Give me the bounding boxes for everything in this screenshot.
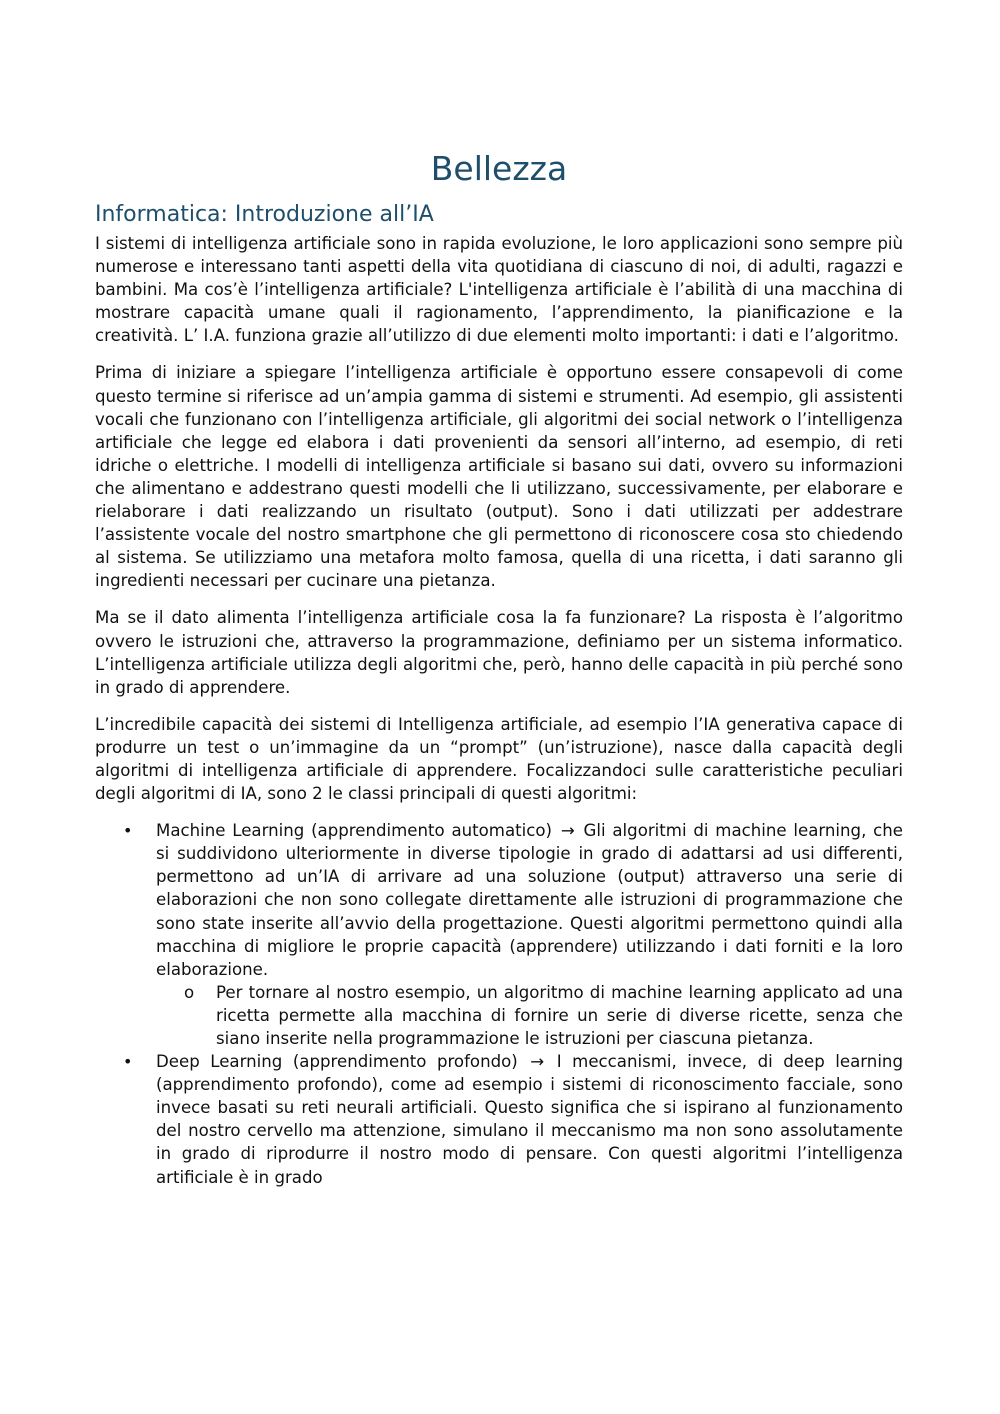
section-heading: Informatica: Introduzione all’IA [95,202,434,227]
bullet-text: I meccanismi, invece, di deep learning (apprendimento profondo), come ad esempio i sistemi di riconoscimento facciale, sono invece basati su reti neurali artificiali. Questo significa che si ispirano al funzionamento del nostro cervello ma attenzione, simulano il meccanismo ma non sono assolutamente in grado di riprodurre il nostro modo di pensare. Con questi algoritmi l’intelligenza artificiale è in grado [156,1052,903,1187]
paragraph-classes: L’incredibile capacità dei sistemi di Intelligenza artificiale, ad esempio l’IA generativa capace di produrre un test o un’immagine da un “prompt” (un’istruzione), nasce dalla capacità degli algoritmi di intelligenza artificiale di apprendere. Focalizzandoci sulle caratteristiche peculiari degli algoritmi di IA, sono 2 le classi principali di questi algoritmi: [95,714,903,804]
list-item-deep-learning [95,1050,903,1189]
sub-bullet-icon: o [184,982,195,1002]
bullet-lead: Deep Learning (apprendimento profondo) [156,1052,518,1072]
bullet-lead: Machine Learning (apprendimento automatico) [156,821,553,841]
paragraph-data: Prima di iniziare a spiegare l’intelligenza artificiale è opportuno essere consapevoli di come questo termine si riferisce ad un’ampia gamma di sistemi e strumenti. Ad esempio, gli assistenti vocali che funzionano con l’intelligenza artificiale, gli algoritmi dei social network o l’intelligenza artificiale che legge ed elabora i dati provenienti da sensori all’interno, ad esempio, di reti idriche o elettriche. I modelli di intelligenza artificiale si basano sui dati, ovvero su informazioni che alimentano e addestrano questi modelli che li utilizzano, successivamente, per elaborare e rielaborare i dati realizzando un risultato (output). Sono i dati utilizzati per addestrare l’assistente vocale del nostro smartphone che gli permettono di riconoscere cosa sto chiedendo al sistema. Se utilizziamo una metafora molto famosa, quella di una ricetta, i dati saranno gli ingredienti necessari per cucinare una pietanza. [95,363,903,591]
paragraph-algorithm: Ma se il dato alimenta l’intelligenza artificiale cosa la fa funzionare? La risposta è l’algoritmo ovvero le istruzioni che, attraverso la programmazione, definiamo per un sistema informatico. L’intelligenza artificiale utilizza degli algoritmi che, però, hanno delle capacità in più perché sono in grado di apprendere. [95,608,903,697]
document-title: Bellezza [430,149,568,188]
algorithm-classes-list [95,819,903,1189]
sub-list [156,981,903,1050]
bullet-text: Gli algoritmi di machine learning, che si suddividono ulteriormente in diverse tipologie in grado di adattarsi ad usi differenti, permettono ad un’IA di arrivare ad una soluzione (output) attraverso una serie di elaborazioni che non sono collegate direttamente alle istruzioni di programmazione che sono state inserite all’avvio della progettazione. Questi algoritmi permettono quindi alla macchina di migliore le proprie capacità (apprendere) utilizzando i dati forniti e la loro elaborazione. [156,821,904,979]
sub-list-item [156,981,903,1050]
bullet-icon: • [123,1052,133,1072]
sub-item-text: Per tornare al nostro esempio, un algoritmo di machine learning applicato ad una ricetta permette alla macchina di fornire un serie di diverse ricette, senza che siano inserite nella programmazione le istruzioni per ciascuna pietanza. [216,982,903,1048]
list-item-machine-learning [95,819,903,1050]
arrow-right-icon: → [530,1052,545,1072]
bullet-icon: • [123,821,133,841]
document-body [95,148,903,1189]
arrow-right-icon: → [560,821,575,841]
paragraph-intro: I sistemi di intelligenza artificiale sono in rapida evoluzione, le loro applicazioni sono sempre più numerose e interessano tanti aspetti della vita quotidiana di ciascuno di noi, di adulti, ragazzi e bambini. Ma cos’è l’intelligenza artificiale? L'intelligenza artificiale è l’abilità di una macchina di mostrare capacità umane quali il ragionamento, l’apprendimento, la pianificazione e la creatività. L’ I.A. funziona grazie all’utilizzo di due elementi molto importanti: i dati e l’algoritmo. [95,234,903,346]
